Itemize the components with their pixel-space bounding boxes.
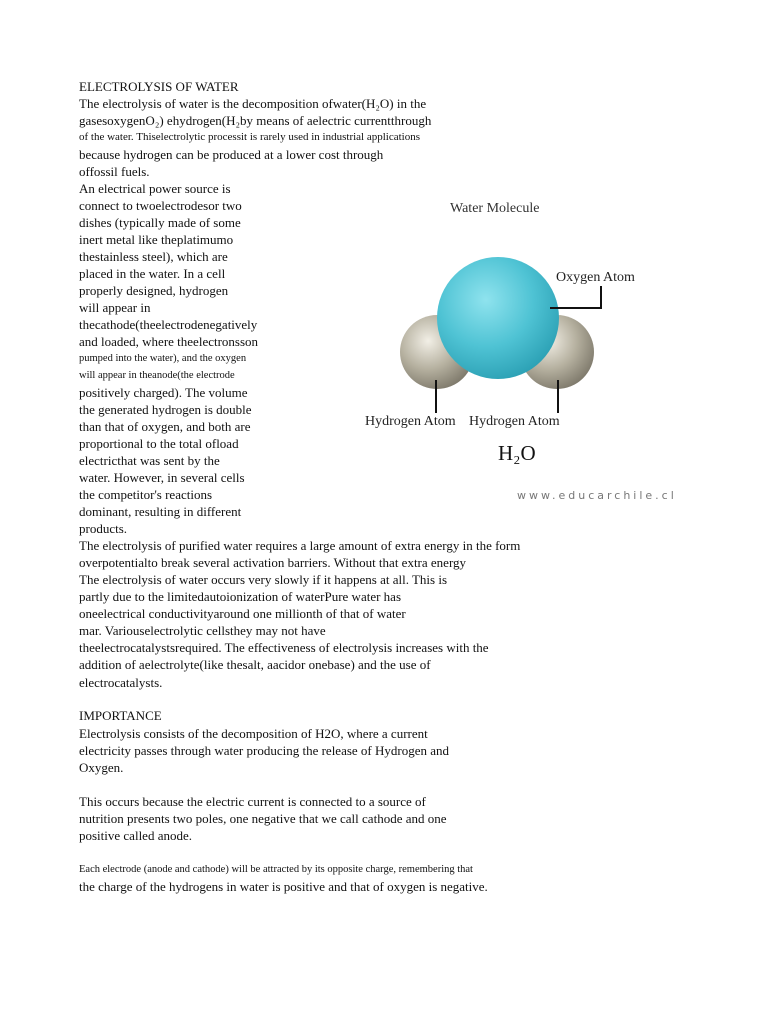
body-line: The electrolysis of purified water requires a large amount of extra energy in the form xyxy=(79,538,521,553)
side-line: inert metal like theplatimumo xyxy=(79,232,234,247)
side-line: the competitor's reactions xyxy=(79,487,213,502)
side-line: positively charged). The volume xyxy=(79,385,248,400)
side-line: proportional to the total ofload xyxy=(79,436,239,451)
side-line: connect to twoelectrodesor two xyxy=(79,198,242,213)
oxygen-label-line xyxy=(550,286,601,308)
poles-line: positive called anode. xyxy=(79,828,192,843)
charge-line: Each electrode (anode and cathode) will be attracted by its opposite charge, remembering that xyxy=(79,864,473,875)
intro-line: The electrolysis of water is the decomposition ofwater(H₂O) in the xyxy=(79,96,427,111)
body-line: The electrolysis of water occurs very slowly if it happens at all. This is xyxy=(79,572,447,587)
intro-line: because hydrogen can be produced at a lower cost through xyxy=(79,147,384,162)
water-molecule-illustration xyxy=(360,195,690,515)
side-line: water. However, in several cells xyxy=(79,470,245,485)
poles-line: This occurs because the electric current is connected to a source of xyxy=(79,794,426,809)
side-line: thestainless steel), which are xyxy=(79,249,228,264)
oxygen-atom xyxy=(437,257,559,379)
importance-line: Oxygen. xyxy=(79,760,124,775)
intro-line: offossil fuels. xyxy=(79,164,150,179)
water-molecule-figure xyxy=(360,195,690,515)
body-line: theelectrocatalystsrequired. The effectiveness of electrolysis increases with the xyxy=(79,640,489,655)
intro-line: of the water. Thiselectrolytic processit is rarely used in industrial applications xyxy=(79,131,421,143)
body-line: partly due to the limitedautoionization of waterPure water has xyxy=(79,589,402,604)
side-line: placed in the water. In a cell xyxy=(79,266,226,281)
body-line: addition of aelectrolyte(like thesalt, aacidor onebase) and the use of xyxy=(79,657,431,672)
side-line: will appear in xyxy=(79,300,151,315)
chemical-formula: H₂O xyxy=(498,441,536,465)
importance-heading: IMPORTANCE xyxy=(79,708,162,723)
figure-credit: www.educarchile.cl xyxy=(517,489,677,502)
importance-line: electricity passes through water producing the release of Hydrogen and xyxy=(79,743,450,758)
charge-line: the charge of the hydrogens in water is positive and that of oxygen is negative. xyxy=(79,879,488,894)
hydrogen-atom-label-right: Hydrogen Atom xyxy=(469,414,560,429)
body-line: overpotentialto break several activation barriers. Without that extra energy xyxy=(79,555,467,570)
side-line: and loaded, where theelectronsson xyxy=(79,334,259,349)
body-line: electrocatalysts. xyxy=(79,675,163,690)
side-line: An electrical power source is xyxy=(79,181,231,196)
molecule-title: Water Molecule xyxy=(450,201,540,216)
hydrogen-atom-label-left: Hydrogen Atom xyxy=(365,414,456,429)
body-line: oneelectrical conductivityaround one millionth of that of water xyxy=(79,606,406,621)
side-line: properly designed, hydrogen xyxy=(79,283,229,298)
body-line: mar. Variouselectrolytic cellsthey may not have xyxy=(79,623,326,638)
document-title: ELECTROLYSIS OF WATER xyxy=(79,79,239,94)
intro-line: gasesoxygenO₂) ehydrogen(H₂by means of aelectric currentthrough xyxy=(79,113,432,128)
oxygen-atom-label: Oxygen Atom xyxy=(556,270,635,285)
side-line: than that of oxygen, and both are xyxy=(79,419,251,434)
side-line: products. xyxy=(79,521,128,536)
side-line: electricthat was sent by the xyxy=(79,453,220,468)
side-line: thecathode(theelectrodenegatively xyxy=(79,317,258,332)
importance-line: Electrolysis consists of the decomposition of H2O, where a current xyxy=(79,726,428,741)
side-line: the generated hydrogen is double xyxy=(79,402,252,417)
side-line: pumped into the water), and the oxygen xyxy=(79,353,247,364)
poles-line: nutrition presents two poles, one negative that we call cathode and one xyxy=(79,811,447,826)
side-line: dominant, resulting in different xyxy=(79,504,242,519)
side-line: dishes (typically made of some xyxy=(79,215,241,230)
side-line: will appear in theanode(the electrode xyxy=(79,370,235,381)
